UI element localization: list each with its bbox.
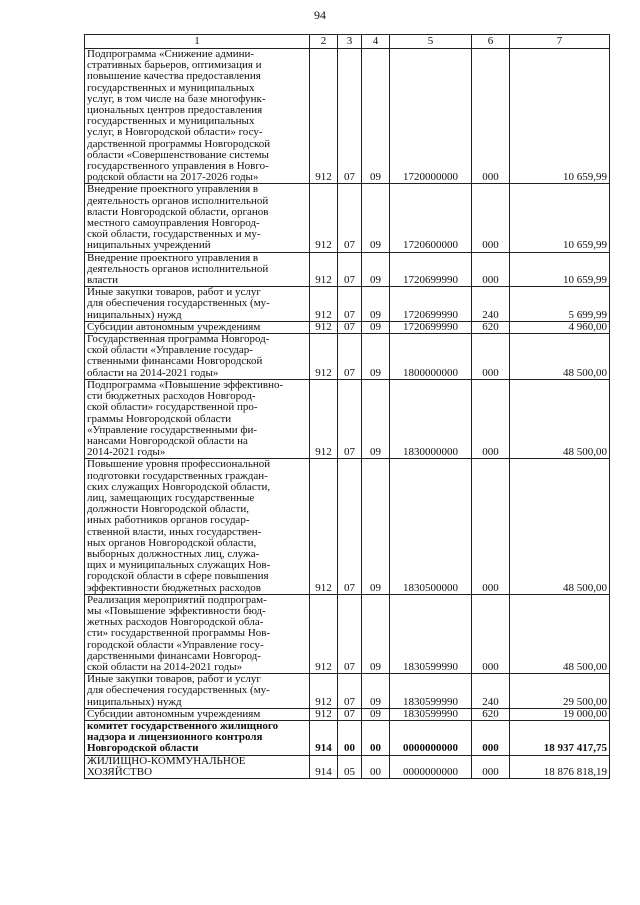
subsection-code-cell: 00	[362, 755, 390, 778]
subsection-code-cell: 09	[362, 594, 390, 673]
expense-type-cell: 000	[472, 720, 510, 755]
amount-cell: 48 500,00	[510, 459, 610, 594]
amount-cell: 48 500,00	[510, 594, 610, 673]
subsection-code-cell: 09	[362, 334, 390, 380]
budget-table	[84, 34, 610, 779]
table-row	[85, 755, 610, 778]
expense-type-cell: 240	[472, 287, 510, 322]
ministry-code-cell: 912	[310, 252, 338, 287]
column-header: 7	[510, 35, 610, 49]
amount-cell: 18 876 818,19	[510, 755, 610, 778]
target-article-cell: 0000000000	[390, 720, 472, 755]
section-code-cell: 07	[338, 594, 362, 673]
section-code-cell: 07	[338, 708, 362, 720]
row-name-cell: Иные закупки товаров, работ и услуг для обеспечения государственных (му- ниципальных) нужд	[85, 287, 310, 322]
subsection-code-cell: 09	[362, 459, 390, 594]
target-article-cell: 1720000000	[390, 49, 472, 184]
table-row	[85, 720, 610, 755]
ministry-code-cell: 912	[310, 287, 338, 322]
subsection-code-cell: 09	[362, 674, 390, 709]
target-article-cell: 1720699990	[390, 287, 472, 322]
amount-cell: 19 000,00	[510, 708, 610, 720]
target-article-cell: 1720699990	[390, 252, 472, 287]
amount-cell: 29 500,00	[510, 674, 610, 709]
ministry-code-cell: 912	[310, 334, 338, 380]
ministry-code-cell: 914	[310, 720, 338, 755]
section-code-cell: 07	[338, 674, 362, 709]
column-header: 1	[85, 35, 310, 49]
expense-type-cell: 620	[472, 321, 510, 333]
amount-cell: 10 659,99	[510, 49, 610, 184]
section-code-cell: 07	[338, 334, 362, 380]
expense-type-cell: 000	[472, 334, 510, 380]
subsection-code-cell: 09	[362, 708, 390, 720]
row-name-cell: Внедрение проектного управления в деятельность органов исполнительной власти	[85, 252, 310, 287]
expense-type-cell: 000	[472, 459, 510, 594]
subsection-code-cell: 09	[362, 321, 390, 333]
row-name-cell: комитет государственного жилищного надзора и лицензионного контроля Новгородской области	[85, 720, 310, 755]
ministry-code-cell: 912	[310, 321, 338, 333]
target-article-cell: 1800000000	[390, 334, 472, 380]
expense-type-cell: 000	[472, 184, 510, 252]
expense-type-cell: 620	[472, 708, 510, 720]
section-code-cell: 07	[338, 321, 362, 333]
table-row	[85, 252, 610, 287]
row-name-cell: Субсидии автономным учреждениям	[85, 321, 310, 333]
amount-cell: 10 659,99	[510, 184, 610, 252]
section-code-cell: 07	[338, 379, 362, 458]
page-number: 94	[314, 8, 326, 22]
expense-type-cell: 000	[472, 49, 510, 184]
ministry-code-cell: 912	[310, 379, 338, 458]
row-name-cell: Подпрограмма «Снижение админи- стративных барьеров, оптимизация и повышение качества предоставления государственных и муниципальных услуг, в том числе на базе многофунк- циональных центров предоставления государственных и муниципальных услуг, в Новгородской области» госу- дарственной программы Новгородской области «Совершенствование системы государственного управления в Новго- родской области на 2017-2026 годы»	[85, 49, 310, 184]
amount-cell: 4 960,00	[510, 321, 610, 333]
expense-type-cell: 240	[472, 674, 510, 709]
subsection-code-cell: 09	[362, 252, 390, 287]
amount-cell: 10 659,99	[510, 252, 610, 287]
subsection-code-cell: 09	[362, 379, 390, 458]
expense-type-cell: 000	[472, 379, 510, 458]
ministry-code-cell: 912	[310, 459, 338, 594]
expense-type-cell: 000	[472, 594, 510, 673]
amount-cell: 5 699,99	[510, 287, 610, 322]
table-row	[85, 287, 610, 322]
row-name-cell: Иные закупки товаров, работ и услуг для обеспечения государственных (му- ниципальных) нужд	[85, 674, 310, 709]
section-code-cell: 07	[338, 49, 362, 184]
target-article-cell: 1830000000	[390, 379, 472, 458]
ministry-code-cell: 912	[310, 708, 338, 720]
section-code-cell: 07	[338, 252, 362, 287]
table-row	[85, 459, 610, 594]
table-row	[85, 708, 610, 720]
table-row	[85, 594, 610, 673]
column-header: 2	[310, 35, 338, 49]
target-article-cell: 1830599990	[390, 674, 472, 709]
section-code-cell: 07	[338, 287, 362, 322]
table-row	[85, 49, 610, 184]
target-article-cell: 1720699990	[390, 321, 472, 333]
row-name-cell: ЖИЛИЩНО-КОММУНАЛЬНОЕ ХОЗЯЙСТВО	[85, 755, 310, 778]
section-code-cell: 00	[338, 720, 362, 755]
table-row	[85, 321, 610, 333]
row-name-cell: Подпрограмма «Повышение эффективно- сти бюджетных расходов Новгород- ской области» государственной про- граммы Новгородской области «Управление государственными фи- нансами Новгородской области на 2014-2021 годы»	[85, 379, 310, 458]
column-header: 3	[338, 35, 362, 49]
expense-type-cell: 000	[472, 755, 510, 778]
column-header: 5	[390, 35, 472, 49]
table-row	[85, 674, 610, 709]
table-body	[85, 49, 610, 779]
target-article-cell: 1720600000	[390, 184, 472, 252]
expense-type-cell: 000	[472, 252, 510, 287]
table-row	[85, 379, 610, 458]
table-row	[85, 184, 610, 252]
subsection-code-cell: 09	[362, 287, 390, 322]
ministry-code-cell: 912	[310, 49, 338, 184]
target-article-cell: 1830599990	[390, 594, 472, 673]
subsection-code-cell: 09	[362, 184, 390, 252]
subsection-code-cell: 00	[362, 720, 390, 755]
target-article-cell: 1830500000	[390, 459, 472, 594]
ministry-code-cell: 912	[310, 594, 338, 673]
row-name-cell: Повышение уровня профессиональной подготовки государственных граждан- ских служащих Новгородской области, лиц, замещающих государственные должности Новгородской области, иных работников органов государ- ственной власти, иных государствен- ных органов Новгородской области, выборных должностных лиц, служа- щих и муниципальных служащих Нов- городской области в сфере повышения эффективности бюджетных расходов	[85, 459, 310, 594]
subsection-code-cell: 09	[362, 49, 390, 184]
row-name-cell: Субсидии автономным учреждениям	[85, 708, 310, 720]
column-header: 4	[362, 35, 390, 49]
section-code-cell: 07	[338, 184, 362, 252]
row-name-cell: Внедрение проектного управления в деятельность органов исполнительной власти Новгородской области, органов местного самоуправления Новгород- ской области, государственных и му- ниципальных учреждений	[85, 184, 310, 252]
section-code-cell: 07	[338, 459, 362, 594]
column-header: 6	[472, 35, 510, 49]
row-name-cell: Реализация мероприятий подпрограм- мы «Повышение эффективности бюд- жетных расходов Новгородской обла- сти» государственной программы Нов- городской области «Управление госу- дарственными финансами Новгород- ской области на 2014-2021 годы»	[85, 594, 310, 673]
target-article-cell: 0000000000	[390, 755, 472, 778]
header-row	[85, 35, 610, 49]
amount-cell: 18 937 417,75	[510, 720, 610, 755]
row-name-cell: Государственная программа Новгород- ской области «Управление государ- ственными финансами Новгородской области на 2014-2021 годы»	[85, 334, 310, 380]
ministry-code-cell: 914	[310, 755, 338, 778]
table-row	[85, 334, 610, 380]
amount-cell: 48 500,00	[510, 379, 610, 458]
ministry-code-cell: 912	[310, 674, 338, 709]
target-article-cell: 1830599990	[390, 708, 472, 720]
amount-cell: 48 500,00	[510, 334, 610, 380]
section-code-cell: 05	[338, 755, 362, 778]
ministry-code-cell: 912	[310, 184, 338, 252]
